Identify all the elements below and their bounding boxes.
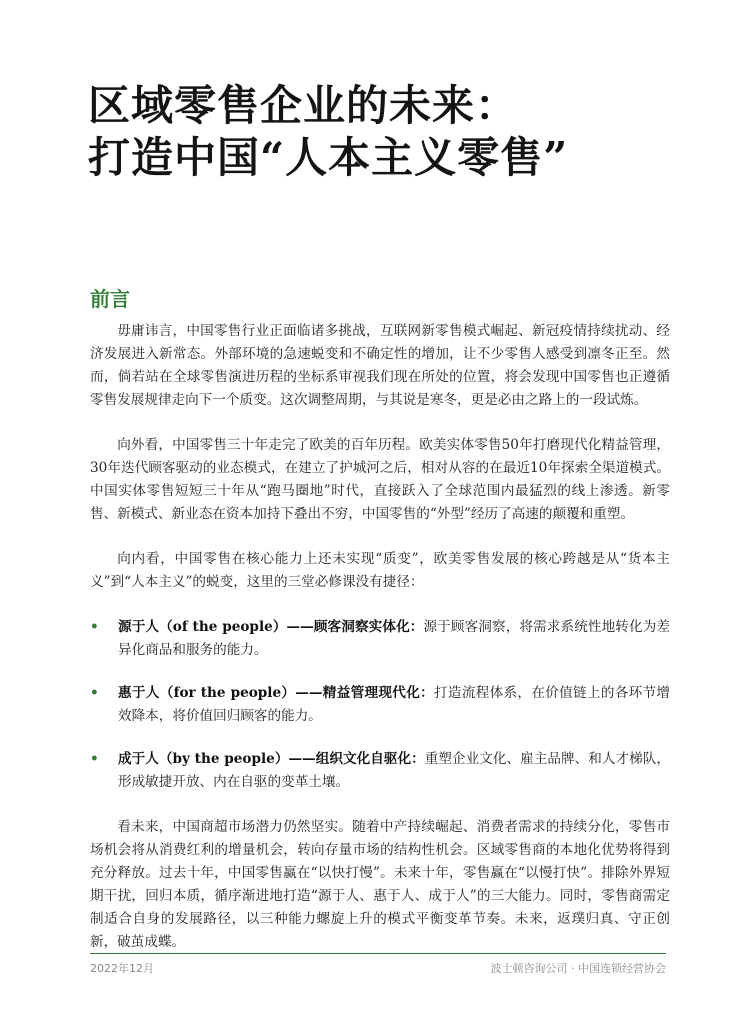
bullet-icon: • xyxy=(90,685,99,701)
bullet-item xyxy=(90,682,670,728)
bullet-lead: 源于人（of the people）——顾客洞察实体化： xyxy=(118,619,424,635)
bullet-list xyxy=(90,616,670,794)
section-heading: 前言 xyxy=(90,287,130,311)
paragraph: 向内看，中国零售在核心能力上还未实现“质变”，欧美零售发展的核心跨越是从“货本主义”到“人本主义”的蜕变，这里的三堂必修课没有捷径： xyxy=(90,551,670,590)
bullet-item xyxy=(90,748,670,794)
bullet-text: 打造流程体系，在价值链上的各环节增效降本，将价值回归顾客的能力。 xyxy=(118,685,671,724)
title-line-1: 区域零售企业的未来： xyxy=(88,81,519,130)
closing-paragraph: 看未来，中国商超市场潜力仍然坚实。随着中产持续崛起、消费者需求的持续分化，零售市场机会将从消费红利的增量机会，转向存量市场的结构性机会。区域零售商的本地化优势将得到充分释放。过去十年，中国零售赢在“以快打慢”。未来十年，零售赢在“以慢打快”。排除外界短期干扰，回归本质，循序渐进地打造“源于人、惠于人、成于人”的三大能力。同时，零售商需定制适合自身的发展路径，以三种能力螺旋上升的模式平衡变革节奏。未来，返璞归真、守正创新，破茧成蝶。 xyxy=(90,819,670,950)
bullet-item xyxy=(90,616,670,662)
paragraph: 毋庸讳言，中国零售行业正面临诸多挑战，互联网新零售模式崛起、新冠疫情持续扰动、经济发展进入新常态。外部环境的急速蜕变和不确定性的增加，让不少零售人感受到凛冬正至。然而，倘若站在全球零售演进历程的坐标系审视我们现在所处的位置，将会发现中国零售也正遵循零售发展规律走向下一个质变。这次调整周期，与其说是寒冬，更是必由之路上的一段试炼。 xyxy=(90,323,670,408)
bullet-text: 源于顾客洞察，将需求系统性地转化为差异化商品和服务的能力。 xyxy=(118,619,671,658)
bullet-lead: 成于人（by the people）——组织文化自驱化： xyxy=(118,751,425,767)
bullet-icon: • xyxy=(90,619,99,635)
footer-date: 2022年12月 xyxy=(90,962,154,975)
bullet-text: 重塑企业文化、雇主品牌、和人才梯队，形成敏捷开放、内在自驱的变革土壤。 xyxy=(118,751,670,790)
footer-divider xyxy=(90,953,666,954)
paragraph: 向外看，中国零售三十年走完了欧美的百年历程。欧美实体零售50年打磨现代化精益管理，30年迭代顾客驱动的业态模式，在建立了护城河之后，相对从容的在最近10年探索全渠道模式。中国实体零售短短三十年从“跑马圈地”时代，直接跃入了全球范围内最猛烈的线上渗透。新零售、新模式、新业态在资本加持下叠出不穷，中国零售的“外型”经历了高速的颠覆和重塑。 xyxy=(90,437,670,522)
bullet-icon: • xyxy=(90,751,99,767)
title-line-2: 打造中国“人本主义零售” xyxy=(88,133,569,182)
document-title xyxy=(88,80,728,184)
footer-organization: 波士顿咨询公司 · 中国连锁经营协会 xyxy=(490,962,666,975)
bullet-lead: 惠于人（for the people）——精益管理现代化： xyxy=(118,685,435,701)
body-text xyxy=(90,320,670,976)
